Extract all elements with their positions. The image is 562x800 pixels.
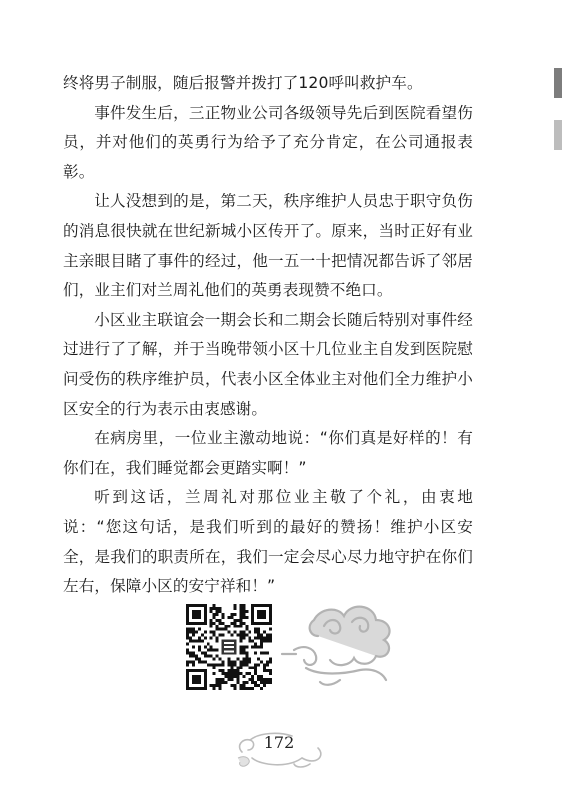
page-number: 172: [263, 733, 295, 752]
page-edge-tab: [554, 120, 562, 150]
paragraph: 事件发生后，三正物业公司各级领导先后到医院看望伤员，并对他们的英勇行为给予了充分肯定，在公司通报表彰。: [63, 103, 473, 181]
paragraph: 在病房里，一位业主激动地说：“你们真是好样的！有你们在，我们睡觉都会更踏实啊！”: [63, 429, 473, 477]
cloud-ornament-icon: [280, 596, 400, 692]
page-edge-tab: [554, 68, 562, 98]
qr-code-icon[interactable]: [186, 604, 272, 690]
body-text: [63, 69, 473, 602]
paragraph: 让人没想到的是，第二天，秩序维护人员忠于职守负伤的消息很快就在世纪新城小区传开了。原来，当时正好有业主亲眼目睹了事件的经过，他一五一十把情况都告诉了邻居们，业主们对兰周礼他们的英勇表现赞不绝口。: [63, 192, 473, 300]
paragraph: 听到这话，兰周礼对那位业主敬了个礼，由衷地说：“您这句话，是我们听到的最好的赞扬！维护小区安全，是我们的职责所在，我们一定会尽心尽力地守护在你们左右，保障小区的安宁祥和！”: [63, 488, 473, 596]
paragraph: 小区业主联谊会一期会长和二期会长随后特别对事件经过进行了了解，并于当晚带领小区十几位业主自发到医院慰问受伤的秩序维护员，代表小区全体业主对他们全力维护小区安全的行为表示由衷感谢。: [63, 310, 473, 418]
paragraph: 终将男子制服，随后报警并拨打了120呼叫救护车。: [63, 74, 423, 92]
